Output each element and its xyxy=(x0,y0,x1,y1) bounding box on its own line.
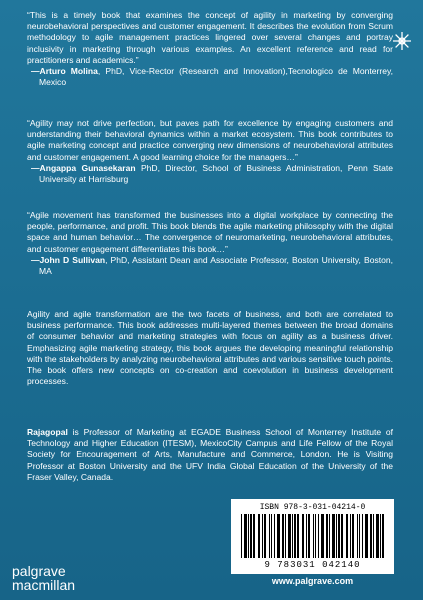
barcode-stripe xyxy=(362,514,363,558)
quote-attribution xyxy=(27,66,393,88)
barcode-stripe xyxy=(282,514,284,558)
bio-body: is Professor of Marketing at EGADE Business School of Monterrey Institute of Technology and Higher Education (ITESM), MexicoCity Campus and Life Fellow of the Royal Society for Encouragement of Arts, Manufacture and Commerce, London. He is Visiting Professor at Boston University and the UFV India Global Education of the University of the Fraser Valley, Canada. xyxy=(27,427,393,482)
barcode-stripe xyxy=(326,514,328,558)
quote-attribution xyxy=(27,255,393,277)
barcode-stripe xyxy=(262,514,263,558)
barcode-stripe xyxy=(241,514,242,558)
barcode-stripe xyxy=(373,514,374,558)
quote-text: “Agility may not drive perfection, but paves path for excellence by engaging customers and understanding their behavioral dynamics within a market ecosystem. This book contributes to agile marketing concept and practice converging new dimensions of neurobehavioral attributes and customer engagement. A good learning choice for the managers…” xyxy=(27,118,393,162)
endorsement-quote-3 xyxy=(27,210,393,277)
barcode-stripe xyxy=(285,514,286,558)
barcode-stripe xyxy=(269,514,270,558)
publisher-name-line1: palgrave xyxy=(12,563,66,579)
barcode-stripe xyxy=(277,514,280,558)
barcode-stripe xyxy=(315,514,316,558)
description-text: Agility and agile transformation are the two facets of business, and both are correlated to business performance. This book addresses multi-layered themes between the broad domains of consumer behavior and marketing strategies with focus on agility as a business driver. Emphasizing agile marketing strategy, this book argues the developing meaningful relationship with the stakeholders by analyzing neurobehavioral attributes and various sensitive touch points. The book offers new concepts on co-creation and coevolution in business development processes. xyxy=(27,309,393,387)
isbn-label: ISBN 978-3-031-04214-0 xyxy=(259,503,366,512)
quote-attribution xyxy=(27,163,393,185)
publisher-logo xyxy=(12,564,75,592)
barcode-stripe xyxy=(313,514,314,558)
book-description xyxy=(27,309,393,387)
barcode-stripe xyxy=(382,514,384,558)
publisher-website: www.palgrave.com xyxy=(271,576,354,586)
barcode-stripe xyxy=(306,514,307,558)
barcode-stripe xyxy=(365,514,368,558)
barcode-stripe xyxy=(336,514,337,558)
barcode-bars xyxy=(241,514,384,558)
barcode-stripe xyxy=(321,514,324,558)
barcode-stripe xyxy=(253,514,255,558)
quote-text: “This is a timely book that examines the concept of agility in marketing by converging neurobehavioral perspectives and customer engagement. It describes the evolution from Scrum methodology to agile management practices lingered over several changes and portray inclusivity in marketing through various examples. An excellent reference and read for practitioners and academics.” xyxy=(27,10,393,65)
barcode-stripe xyxy=(376,514,379,558)
quote-author: —Arturo Molina xyxy=(31,66,98,77)
barcode-stripe xyxy=(302,514,304,558)
barcode-stripe xyxy=(258,514,260,558)
author-biography xyxy=(27,427,393,483)
barcode-stripe xyxy=(318,514,319,558)
barcode-stripe xyxy=(329,514,330,558)
barcode-stripe xyxy=(332,514,335,558)
publisher-name-line2: macmillan xyxy=(12,577,76,593)
barcode-stripe xyxy=(248,514,249,558)
bio-text xyxy=(27,427,393,483)
endorsement-quote-1 xyxy=(27,10,393,88)
barcode-stripe xyxy=(380,514,381,558)
barcode-stripe xyxy=(350,514,351,558)
barcode-stripe xyxy=(357,514,358,558)
quote-author: —John D Sullivan xyxy=(31,254,106,265)
barcode-stripe xyxy=(297,514,299,558)
author-name: Rajagopal xyxy=(27,427,68,437)
barcode-stripe xyxy=(292,514,293,558)
barcode-stripe xyxy=(341,514,343,558)
barcode xyxy=(231,499,394,574)
barcode-stripe xyxy=(294,514,296,558)
quote-affiliation: , PhD, Vice-Rector (Research and Innovation),Tecnologico de Monterrey, Mexico xyxy=(39,66,393,88)
barcode-stripe xyxy=(288,514,291,558)
barcode-stripe xyxy=(274,514,275,558)
barcode-stripe xyxy=(250,514,252,558)
quote-text: “Agile movement has transformed the businesses into a digital workplace by connecting the people, performance, and profit. This book blends the agile marketing philosophy with the digital space and human behavior… The convergence of neuromarketing, neurobehavioral attributes, and customer engagement differentiates this book…” xyxy=(27,210,393,254)
barcode-stripe xyxy=(271,514,272,558)
ean-digits: 9 783031 042140 xyxy=(264,560,361,570)
barcode-stripe xyxy=(359,514,360,558)
barcode-stripe xyxy=(370,514,372,558)
barcode-stripe xyxy=(338,514,340,558)
endorsement-quote-2 xyxy=(27,118,393,185)
barcode-stripe xyxy=(346,514,348,558)
quote-author: —Angappa Gunasekaran xyxy=(31,162,136,173)
barcode-stripe xyxy=(264,514,266,558)
barcode-stripe xyxy=(244,514,247,558)
barcode-stripe xyxy=(308,514,310,558)
palgrave-star-icon xyxy=(391,30,413,52)
quote-affiliation: PhD, Director, School of Business Administration, Penn State University at Harrisburg xyxy=(39,162,394,185)
barcode-stripe xyxy=(352,514,354,558)
quote-affiliation: , PhD, Assistant Dean and Associate Professor, Boston University, Boston, MA xyxy=(39,254,393,277)
